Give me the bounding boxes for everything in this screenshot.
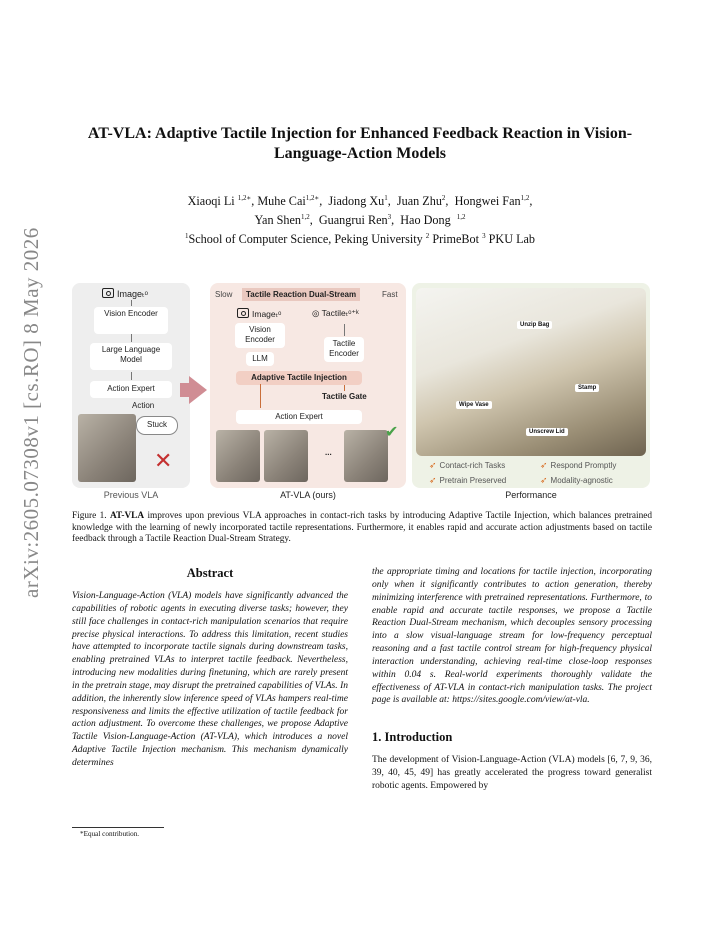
camera-icon: [237, 308, 249, 318]
arrow: [344, 324, 345, 336]
panel-caption-left: Previous VLA: [103, 490, 159, 500]
adaptive-injection-box: Adaptive Tactile Injection: [236, 371, 362, 385]
rocket-icon: ➶: [540, 475, 548, 485]
paper-title: AT-VLA: Adaptive Tactile Injection for Enhanced Feedback Reaction in Vision-Language-Action Models: [87, 125, 633, 162]
stuck-photo: [78, 414, 136, 482]
success-check-icon: ✔: [385, 424, 399, 441]
panel-caption-mid: AT-VLA (ours): [280, 490, 336, 500]
right-column: [372, 566, 652, 793]
authors-line-1: Xiaoqi Li $^{1,2∗}$, Muhe Cai$^{1,2∗}$, Jiadong Xu$^1$, Juan Zhu$^2$, Hongwei Fan$^{1,2}$,: [187, 194, 533, 209]
arrow: [131, 300, 132, 306]
tag-wipe-vase: Wipe Vase: [456, 401, 492, 409]
feature-modality-agnostic: ➶ Modality-agnostic: [540, 475, 613, 485]
arxiv-sidebar: arXiv:2605.07308v1 [cs.RO] 8 May 2026: [19, 227, 43, 598]
figure-caption: Figure 1. AT-VLA improves upon previous VLA approaches in contact-rich tasks by introducing Adaptive Tactile Injection, which balances pretrained knowledge with the learning of newly incorporated tactile representations. Furthermore, it enables rapid and accurate action adjustments based on tactile feedback through a Tactile Reaction Dual-Stream Strategy.: [72, 511, 653, 545]
image-input-mid: Imageₜᵒ: [237, 308, 281, 320]
footnote: *Equal contribution.: [80, 830, 140, 838]
image-input-left: Imageₜᵒ: [102, 288, 148, 300]
frame-photo-1: [216, 430, 260, 482]
frame-photo-2: [264, 430, 308, 482]
fast-label: Fast: [382, 290, 398, 299]
panel-caption-right: Performance: [505, 490, 557, 500]
introduction-heading: 1. Introduction: [372, 730, 453, 745]
camera-icon: [102, 288, 114, 298]
ellipsis: ...: [325, 448, 332, 457]
affiliations: $^1$School of Computer Science, Peking University $^2$ PrimeBot $^3$ PKU Lab: [184, 232, 536, 247]
figure-1: [72, 280, 650, 504]
introduction-text: The development of Vision-Language-Action (VLA) models [6, 7, 9, 36, 39, 40, 45, 49] has greatly accelerated the progress toward generalist robotic agents. Empowered by: [372, 755, 652, 791]
stuck-bubble: Stuck: [136, 416, 178, 435]
rocket-icon: ➶: [429, 460, 437, 470]
frame-photo-3: [344, 430, 388, 482]
author-block: [100, 190, 620, 247]
feature-pretrain-preserved: ➶ Pretrain Preserved: [429, 475, 507, 485]
tag-unzip-bag: Unzip Bag: [517, 321, 552, 329]
llm-box: Large Language Model: [90, 343, 172, 370]
rocket-icon: ➶: [429, 475, 437, 485]
slow-label: Slow: [215, 290, 233, 299]
tactile-input: ◎ Tactileₜᵒ⁺ᵏ: [312, 308, 359, 318]
feature-respond-promptly: ➶ Respond Promptly: [540, 460, 617, 470]
arrow: [344, 385, 345, 391]
action-label: Action: [132, 401, 155, 410]
action-expert-box: Action Expert: [90, 381, 172, 398]
tactile-gate-label: Tactile Gate: [322, 392, 367, 401]
tag-unscrew-lid: Unscrew Lid: [526, 428, 568, 436]
arrow: [131, 334, 132, 342]
rocket-icon: ➶: [540, 460, 548, 470]
left-column: [72, 566, 348, 770]
abstract-text-right: the appropriate timing and locations for tactile injection, incorporating only when it significantly contributes to action generation, thereby minimizing interference with pretrained representations. Furthermore, to enable rapid and accurate tactile responses, we propose a Tactile Reaction Dual-Stream mechanism, which decouples sensory processing into a slow visual-language stream for low-frequency perceptual reasoning and a fast tactile control stream for high-frequency physical interaction understanding, achieving real-time close-loop responses within 0.04 s. Real-world experiments thoroughly validate the effectiveness of AT-VLA in contact-rich manipulation tasks. The project page is available at: https://sites.google.com/view/at-vla.: [372, 567, 652, 706]
vision-encoder-box: Vision Encoder: [94, 307, 168, 334]
llm-box-mid: LLM: [246, 352, 274, 366]
arrow: [131, 372, 132, 380]
tag-stamp: Stamp: [575, 384, 599, 392]
abstract-heading: Abstract: [186, 566, 234, 580]
feature-contact-rich: ➶ Contact-rich Tasks: [429, 460, 506, 470]
transition-arrow-icon: [189, 376, 207, 404]
arrow: [260, 384, 261, 408]
footnote-rule: [72, 827, 164, 828]
fail-cross-icon: ✕: [154, 448, 173, 473]
action-expert-box-mid: Action Expert: [236, 410, 362, 424]
abstract-text-left: Vision-Language-Action (VLA) models have significantly advanced the capabilities of robotic agents in executing diverse tasks; however, they still face challenges in contact-rich manipulation scenarios that require precise physical interactions. To address this limitation, recent studies have attempted to incorporate tactile signals during downstream tasks, enabling pretrained VLAs to interpret tactile feedback. Nevertheless, introducing new modalities during finetuning, which are rarely present in the pretrain stage, may disrupt the pretrained capabilities of VLAs. In addition, the inherently slow inference speed of VLAs hampers real-time responsiveness and limits the effective utilization of tactile feedback for action adjustment. To overcome these challenges, we propose Adaptive Tactile Vision-Language-Action (AT-VLA), which introduces a novel Adaptive Tactile Injection mechanism. This mechanism dynamically determines: [72, 591, 348, 768]
tactile-encoder-box: Tactile Encoder: [324, 337, 364, 362]
dual-stream-label: Tactile Reaction Dual-Stream: [242, 288, 360, 301]
authors-line-2: Yan Shen$^{1,2}$, Guangrui Ren$^3$, Hao Dong $^{1,2}$: [254, 213, 466, 228]
vision-encoder-box-mid: Vision Encoder: [235, 323, 285, 348]
fingerprint-icon: ◎: [312, 308, 320, 318]
